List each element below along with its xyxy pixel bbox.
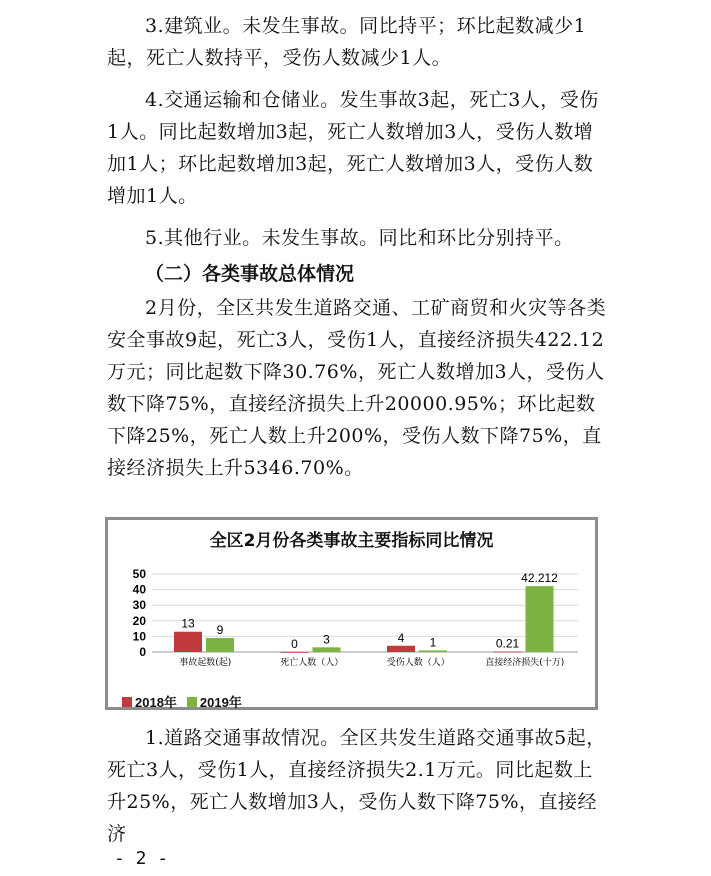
y-tick-label: 10 xyxy=(132,629,146,644)
paragraph-construction: 3.建筑业。未发生事故。同比持平；环比起数减少1起，死亡人数持平，受伤人数减少1人。 xyxy=(107,15,587,69)
legend-label-2019: 2019年 xyxy=(199,695,242,710)
y-tick-label: 30 xyxy=(132,598,146,613)
data-label: 9 xyxy=(216,622,224,637)
section-heading: （二）各类事故总体情况 xyxy=(145,263,355,285)
y-tick-label: 20 xyxy=(132,613,146,628)
data-label: 4 xyxy=(397,630,405,645)
legend-item-2018 xyxy=(122,692,177,711)
data-label: 3 xyxy=(323,632,330,647)
paragraph-transport: 4.交通运输和仓储业。发生事故3起，死亡3人，受伤1人。同比起数增加3起，死亡人数增加3人，受伤人数增加1人；环比起数增加3起，死亡人数增加3人，受伤人数增加1人。 xyxy=(107,89,599,207)
data-label: 0.21 xyxy=(495,636,520,651)
legend-item-2019 xyxy=(187,692,242,711)
paragraph-other-industries: 5.其他行业。未发生事故。同比和环比分别持平。 xyxy=(145,227,574,249)
bar-2019年 xyxy=(419,650,447,652)
bar-2019年 xyxy=(206,638,234,652)
y-tick-label: 0 xyxy=(139,645,146,659)
bar-2018年 xyxy=(281,652,309,653)
bar-2018年 xyxy=(494,652,522,653)
legend-label-2018: 2018年 xyxy=(135,695,177,710)
bar-2018年 xyxy=(174,632,202,652)
bar-2019年 xyxy=(313,647,341,652)
x-tick-label: 直接经济损失(十万) xyxy=(485,658,565,668)
data-label: 13 xyxy=(181,616,195,631)
bar-2019年 xyxy=(526,586,554,652)
page-number: - 2 - xyxy=(114,848,169,869)
paragraph-overall-summary: 2月份，全区共发生道路交通、工矿商贸和火灾等各类安全事故9起，死亡3人，受伤1人，直接经济损失422.12万元；同比起数下降30.76%，死亡人数增加3人，受伤人数下降75%，直接经济损失上升20000.95%；环比起数下降25%，死亡人数上升200%，受伤人数下降75%，直接经济损失上升5346.70%。 xyxy=(107,297,607,479)
x-tick-label: 受伤人数（人） xyxy=(386,658,450,668)
data-label: 0 xyxy=(291,637,298,651)
data-label: 42.212 xyxy=(521,571,558,586)
bar-chart xyxy=(108,520,595,707)
bar-2018年 xyxy=(387,646,415,652)
y-tick-label: 50 xyxy=(132,567,146,581)
chart-container xyxy=(105,517,598,710)
paragraph-road-traffic: 1.道路交通事故情况。全区共发生道路交通事故5起，死亡3人，受伤1人，直接经济损失2.1万元。同比起数上升25%，死亡人数增加3人，受伤人数下降75%，直接经济 xyxy=(107,727,606,845)
legend-swatch-2018 xyxy=(122,697,132,707)
chart-title: 全区2月份各类事故主要指标同比情况 xyxy=(209,531,494,551)
data-label: 1 xyxy=(429,635,437,650)
y-tick-label: 40 xyxy=(132,582,146,597)
x-tick-label: 死亡人数（人） xyxy=(280,658,344,668)
legend-swatch-2019 xyxy=(187,697,197,707)
x-tick-label: 事故起数(起) xyxy=(179,658,232,668)
chart-legend xyxy=(122,692,242,711)
